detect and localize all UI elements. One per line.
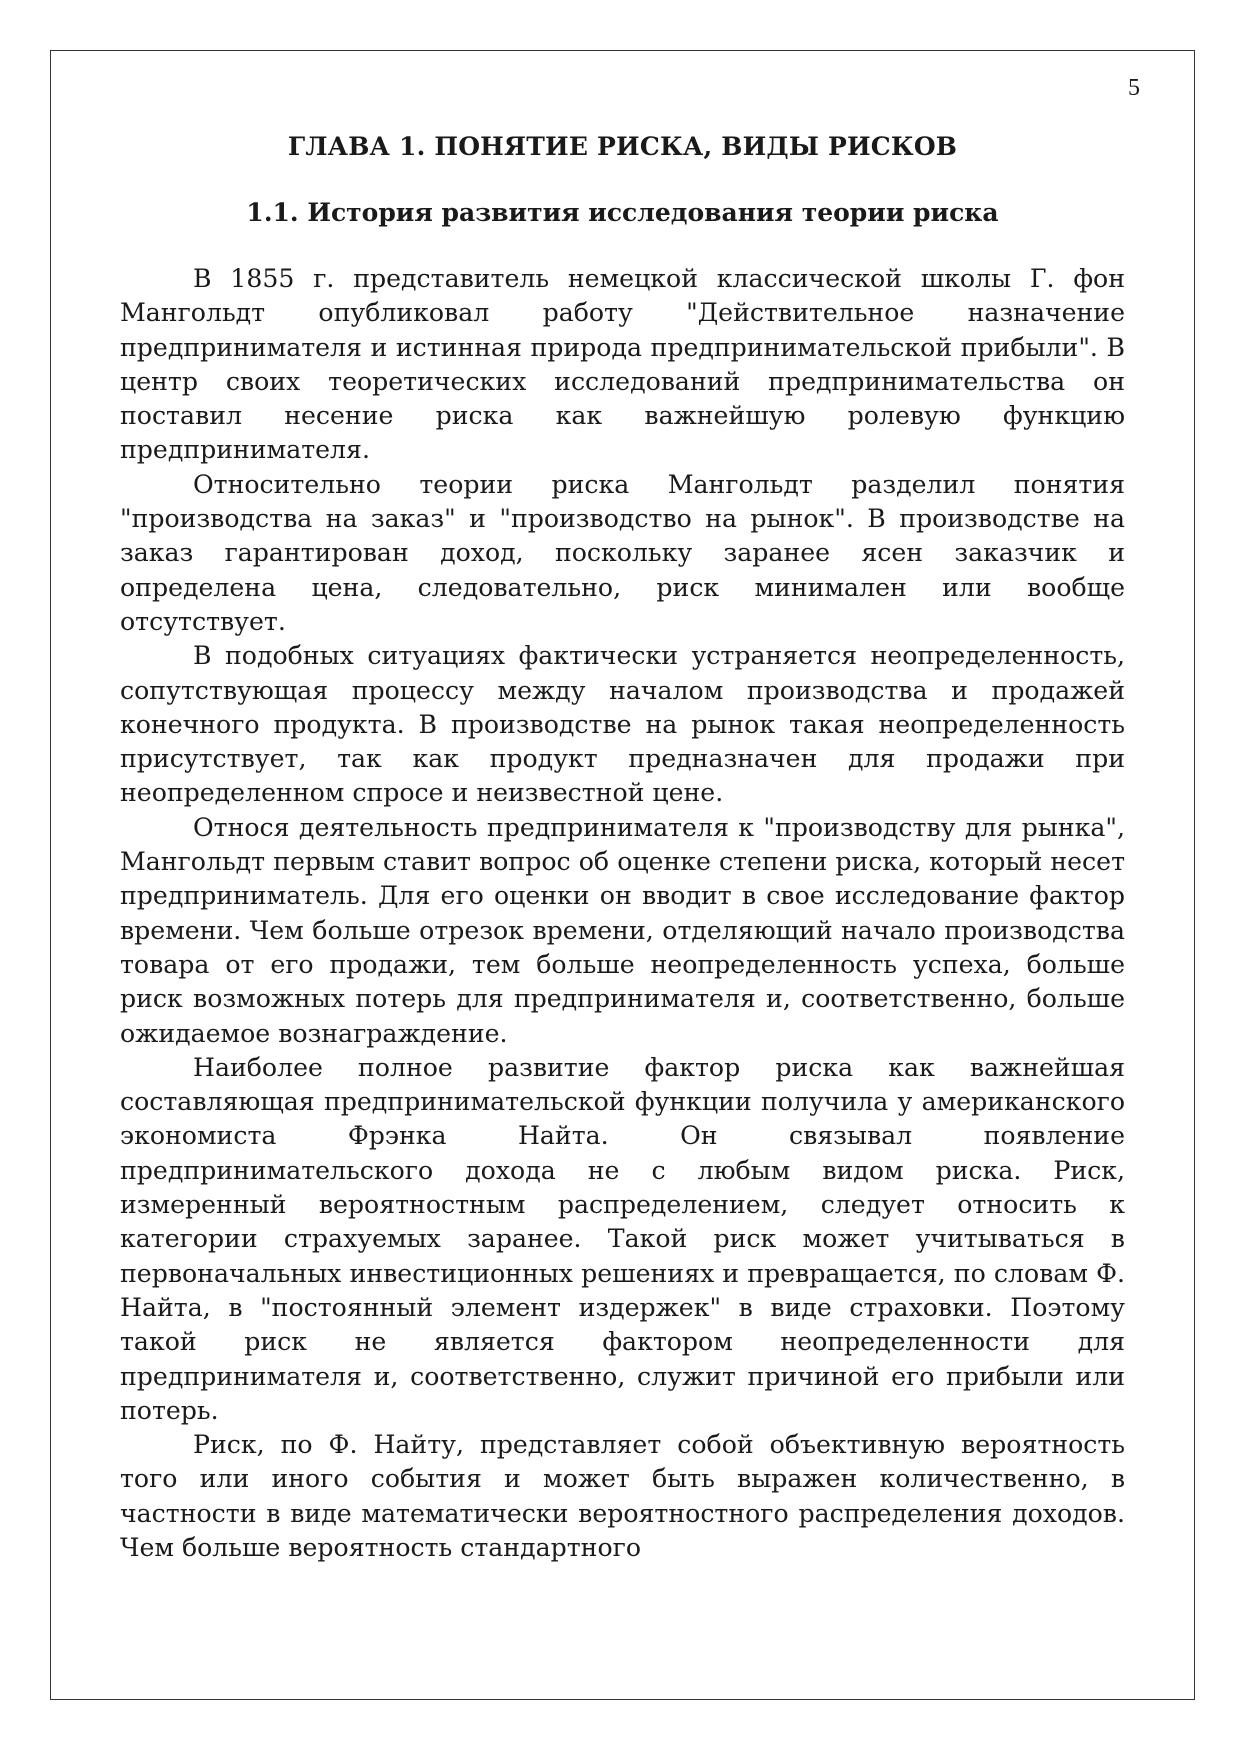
- paragraph: В 1855 г. представитель немецкой классической школы Г. фон Мангольдт опубликовал работу "Действительное назначение предпринимателя и истинная природа предпринимательской прибыли". В центр своих теоретических исследований предпринимательства он поставил несение риска как важнейшую ролевую функцию предпринимателя.: [120, 264, 1125, 465]
- section-title: 1.1. История развития исследования теории риска: [246, 198, 999, 227]
- paragraph: Наиболее полное развитие фактор риска как важнейшая составляющая предпринимательской функции получила у американского экономиста Фрэнка Найта. Он связывал появление предпринимательского дохода не с любым видом риска. Риск, измеренный вероятностным распределением, следует относить к категории страхуемых заранее. Такой риск может учитываться в первоначальных инвестиционных решениях и превращается, по словам Ф. Найта, в "постоянный элемент издержек" в виде страховки. Поэтому такой риск не является фактором неопределенности для предпринимателя и, соответственно, служит причиной его прибыли или потерь.: [120, 1052, 1125, 1425]
- paragraph: Риск, по Ф. Найту, представляет собой объективную вероятность того или иного события и может быть выражен количественно, в частности в виде математически вероятностного распределения доходов. Чем больше вероятность стандартного: [120, 1430, 1125, 1562]
- body-text: [120, 262, 1125, 1565]
- page-number: 5: [1128, 75, 1140, 101]
- paragraph: В подобных ситуациях фактически устраняется неопределенность, сопутствующая процессу между началом производства и продажей конечного продукта. В производстве на рынок такая неопределенность присутствует, так как продукт предназначен для продажи при неопределенном спросе и неизвестной цене.: [120, 641, 1125, 808]
- paragraph: Относительно теории риска Мангольдт разделил понятия "производства на заказ" и "производство на рынок". В производстве на заказ гарантирован доход, поскольку заранее ясен заказчик и определена цена, следовательно, риск минимален или вообще отсутствует.: [120, 469, 1125, 636]
- chapter-title: ГЛАВА 1. ПОНЯТИЕ РИСКА, ВИДЫ РИСКОВ: [287, 132, 958, 161]
- paragraph: Относя деятельность предпринимателя к "производству для рынка", Мангольдт первым ставит вопрос об оценке степени риска, который несет предприниматель. Для его оценки он вводит в свое исследование фактор времени. Чем больше отрезок времени, отделяющий начало производства товара от его продажи, тем больше неопределенность успеха, больше риск возможных потерь для предпринимателя и, соответственно, больше ожидаемое вознаграждение.: [120, 812, 1125, 1048]
